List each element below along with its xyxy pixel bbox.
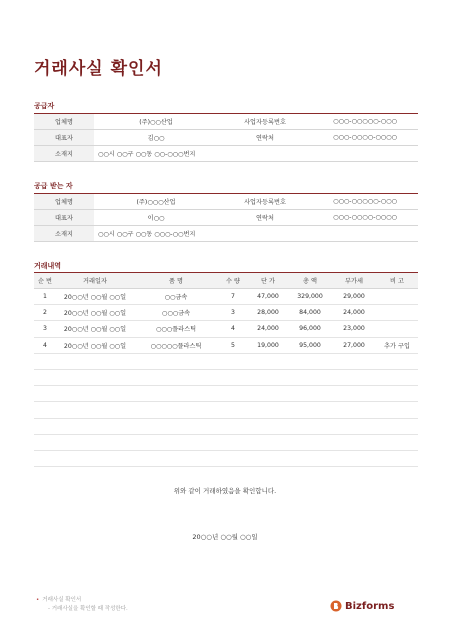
column-header: 부가세 <box>332 273 376 289</box>
representative-value: 김○○ <box>94 130 218 146</box>
table-cell: 96,000 <box>288 321 332 337</box>
table-cell: 1 <box>34 289 56 305</box>
table-cell <box>134 434 218 450</box>
table-cell <box>134 418 218 434</box>
table-cell <box>376 369 418 385</box>
contact-value: ○○○-○○○○-○○○○ <box>312 130 418 146</box>
table-cell <box>34 434 56 450</box>
table-cell: ○○○금속 <box>134 305 218 321</box>
table-cell <box>248 353 288 369</box>
table-cell: 47,000 <box>248 289 288 305</box>
table-cell: ○○○플라스틱 <box>134 321 218 337</box>
table-cell <box>248 418 288 434</box>
table-cell <box>34 418 56 434</box>
table-cell <box>56 434 134 450</box>
table-cell: 95,000 <box>288 337 332 353</box>
table-cell <box>376 418 418 434</box>
table-cell <box>376 402 418 418</box>
table-row <box>34 305 418 321</box>
table-cell <box>332 434 376 450</box>
table-cell: 28,000 <box>248 305 288 321</box>
company-value: (주)○○○산업 <box>94 194 218 210</box>
table-cell <box>34 450 56 466</box>
table-cell <box>56 450 134 466</box>
reg-no-label: 사업자등록번호 <box>218 114 312 130</box>
table-cell <box>288 369 332 385</box>
table-cell: ○○금속 <box>134 289 218 305</box>
table-row <box>34 146 418 162</box>
column-header: 총 액 <box>288 273 332 289</box>
company-label: 업체명 <box>34 114 94 130</box>
contact-value: ○○○-○○○○-○○○○ <box>312 210 418 226</box>
supplier-table <box>34 113 418 162</box>
bizforms-logo-icon <box>330 600 342 612</box>
table-cell: 3 <box>34 321 56 337</box>
table-cell <box>56 418 134 434</box>
table-cell <box>34 386 56 402</box>
table-cell: 20○○년 ○○월 ○○일 <box>56 337 134 353</box>
confirmation-text: 위와 같이 거래하였음을 확인합니다. <box>173 487 277 495</box>
column-header: 수 량 <box>218 273 248 289</box>
table-cell <box>332 353 376 369</box>
address-value: ○○시 ○○구 ○○동 ○○-○○○번지 <box>94 146 418 162</box>
table-row <box>34 321 418 337</box>
table-cell <box>134 353 218 369</box>
representative-label: 대표자 <box>34 130 94 146</box>
table-cell: 329,000 <box>288 289 332 305</box>
table-row <box>34 226 418 242</box>
document-title: 거래사실 확인서 <box>34 59 163 79</box>
table-cell <box>248 450 288 466</box>
table-cell <box>34 353 56 369</box>
column-header: 비 고 <box>376 273 418 289</box>
bullet-icon: • <box>36 597 40 603</box>
company-value: (주)○○산업 <box>94 114 218 130</box>
table-cell <box>134 386 218 402</box>
table-cell <box>218 353 248 369</box>
table-cell: ○○○○○플라스틱 <box>134 337 218 353</box>
table-cell <box>134 450 218 466</box>
footer-notes <box>36 596 128 614</box>
table-cell <box>218 402 248 418</box>
footer-note-title: 거래사실 확인서 <box>42 597 82 603</box>
contact-label: 연락처 <box>218 130 312 146</box>
table-row <box>34 353 418 369</box>
table-cell <box>34 402 56 418</box>
table-cell <box>218 418 248 434</box>
table-cell <box>376 289 418 305</box>
table-cell <box>288 386 332 402</box>
table-cell <box>56 402 134 418</box>
address-value: ○○시 ○○구 ○○동 ○○○-○○번지 <box>94 226 418 242</box>
table-cell <box>376 450 418 466</box>
address-label: 소재지 <box>34 226 94 242</box>
table-row <box>34 114 418 130</box>
table-cell <box>56 369 134 385</box>
table-cell: 20○○년 ○○월 ○○일 <box>56 305 134 321</box>
table-row <box>34 194 418 210</box>
table-cell <box>376 353 418 369</box>
table-cell <box>376 305 418 321</box>
reg-no-value: ○○○-○○○○○-○○○ <box>312 194 418 210</box>
table-cell <box>332 402 376 418</box>
table-cell: 3 <box>218 305 248 321</box>
table-cell: 추가 구입 <box>376 337 418 353</box>
table-cell: 20○○년 ○○월 ○○일 <box>56 321 134 337</box>
table-cell <box>332 418 376 434</box>
column-header: 품 명 <box>134 273 218 289</box>
table-cell <box>134 402 218 418</box>
table-cell <box>218 386 248 402</box>
table-cell <box>288 418 332 434</box>
table-cell <box>34 369 56 385</box>
table-cell: 23,000 <box>332 321 376 337</box>
table-cell <box>288 450 332 466</box>
table-cell <box>288 434 332 450</box>
footer-note-desc: - 거래사실을 확인할 때 작성한다. <box>48 606 128 612</box>
transactions-section-label: 거래내역 <box>34 262 62 270</box>
issue-date: 20○○년 ○○월 ○○일 <box>192 533 258 541</box>
representative-value: 이○○ <box>94 210 218 226</box>
column-header: 거래일자 <box>56 273 134 289</box>
table-cell: 24,000 <box>332 305 376 321</box>
address-label: 소재지 <box>34 146 94 162</box>
table-cell <box>248 402 288 418</box>
table-cell <box>332 386 376 402</box>
table-cell: 7 <box>218 289 248 305</box>
table-cell <box>288 402 332 418</box>
table-row <box>34 369 418 385</box>
transactions-table <box>34 272 418 467</box>
receiver-section-label: 공급 받는 자 <box>34 182 73 190</box>
table-cell <box>56 353 134 369</box>
table-row <box>34 450 418 466</box>
table-cell <box>218 434 248 450</box>
table-cell: 84,000 <box>288 305 332 321</box>
table-cell <box>332 450 376 466</box>
table-cell: 19,000 <box>248 337 288 353</box>
table-row <box>34 434 418 450</box>
table-row <box>34 289 418 305</box>
contact-label: 연락처 <box>218 210 312 226</box>
reg-no-value: ○○○-○○○○○-○○○ <box>312 114 418 130</box>
table-cell <box>56 386 134 402</box>
table-row <box>34 402 418 418</box>
column-header: 순 번 <box>34 273 56 289</box>
table-row <box>34 210 418 226</box>
table-cell <box>248 386 288 402</box>
table-cell <box>248 369 288 385</box>
supplier-section-label: 공급자 <box>34 102 55 110</box>
table-cell <box>218 369 248 385</box>
table-cell: 4 <box>34 337 56 353</box>
table-header-row <box>34 273 418 289</box>
representative-label: 대표자 <box>34 210 94 226</box>
table-cell: 24,000 <box>248 321 288 337</box>
column-header: 단 가 <box>248 273 288 289</box>
bizforms-logo-text: Bizforms <box>345 600 395 612</box>
table-cell <box>376 434 418 450</box>
table-row <box>34 337 418 353</box>
table-cell: 20○○년 ○○월 ○○일 <box>56 289 134 305</box>
table-cell: 5 <box>218 337 248 353</box>
table-cell <box>332 369 376 385</box>
bizforms-logo <box>330 600 394 612</box>
company-label: 업체명 <box>34 194 94 210</box>
table-cell <box>288 353 332 369</box>
table-cell <box>134 369 218 385</box>
table-cell <box>376 321 418 337</box>
table-cell <box>376 386 418 402</box>
table-row <box>34 386 418 402</box>
table-cell: 29,000 <box>332 289 376 305</box>
table-cell: 2 <box>34 305 56 321</box>
table-row <box>34 130 418 146</box>
table-cell <box>248 434 288 450</box>
receiver-table <box>34 193 418 242</box>
table-cell: 4 <box>218 321 248 337</box>
reg-no-label: 사업자등록번호 <box>218 194 312 210</box>
table-cell <box>218 450 248 466</box>
table-row <box>34 418 418 434</box>
table-cell: 27,000 <box>332 337 376 353</box>
